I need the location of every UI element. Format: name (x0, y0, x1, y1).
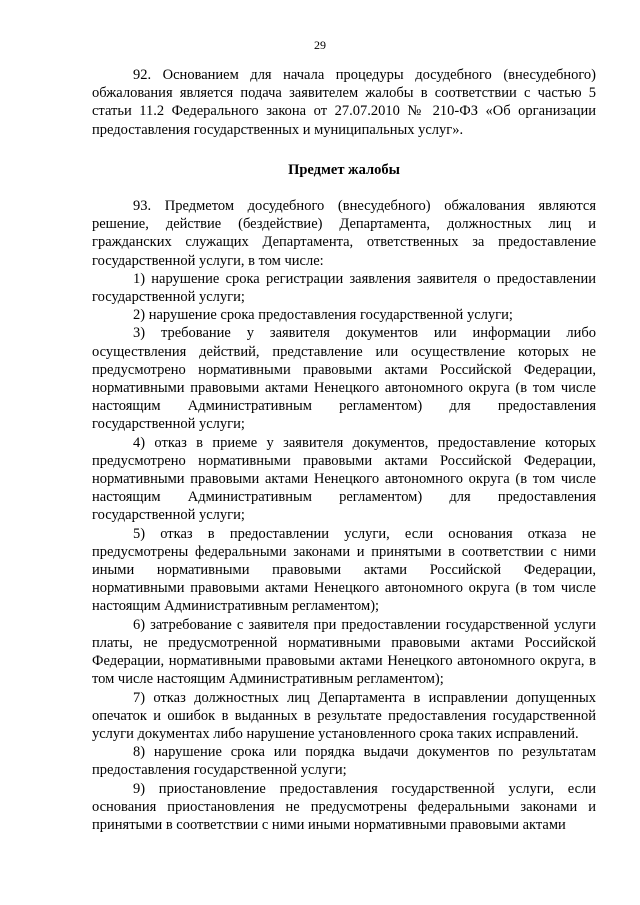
list-item-7: 7) отказ должностных лиц Департамента в исправлении допущенных опечаток и ошибок в выданных в результате предоставления государственной услуги документах либо нарушение установленного срока таких исправлений. (92, 689, 596, 742)
list-item-8: 8) нарушение срока или порядка выдачи документов по результатам предоставления государственной услуги; (92, 744, 596, 779)
page-number: 29 (314, 38, 326, 52)
list-item-5: 5) отказ в предоставлении услуги, если основания отказа не предусмотрены федеральными законами и принятыми в соответствии с ними иными нормативными правовыми актами Российской Федерации, нормативными правовыми актами Ненецкого автономного округа (в том числе настоящим Административным регламентом); (92, 525, 596, 615)
list-item-9: 9) приостановление предоставления государственной услуги, если основания приостановления не предусмотрены федеральными законами и принятыми в соответствии с ними иными нормативными правовыми актами (92, 780, 596, 833)
list-item-1: 1) нарушение срока регистрации заявления заявителя о предоставлении государственной услуги; (92, 270, 596, 306)
section-heading: Предмет жалобы (288, 161, 400, 178)
document-body (92, 66, 596, 834)
paragraph-93: 93. Предметом досудебного (внесудебного) обжалования являются решение, действие (бездействие) Департамента, должностных лиц и гражданских служащих Департамента, ответственных за предоставление государственной услуги, в том числе: (92, 198, 596, 269)
list-item-2: 2) нарушение срока предоставления государственной услуги; (133, 307, 513, 324)
paragraph-92: 92. Основанием для начала процедуры досудебного (внесудебного) обжалования является подача заявителем жалобы в соответствии с частью 5 статьи 11.2 Федерального закона от 27.07.2010 № 210-ФЗ «Об организации предоставления государственных и муниципальных услуг». (92, 67, 596, 138)
list-item-6: 6) затребование с заявителя при предоставлении государственной услуги платы, не предусмотренной нормативными правовыми актами Российской Федерации, нормативными правовыми актами Ненецкого автономного округа, в том числе настоящим Административным регламентом); (92, 616, 596, 688)
list-item-3: 3) требование у заявителя документов или информации либо осуществления действий, представление или осуществление которых не предусмотрено нормативными правовыми актами Российской Федерации, нормативными правовыми актами Ненецкого автономного округа (в том числе настоящим Административным регламентом) для предоставления государственной услуги; (92, 325, 596, 433)
list-item-4: 4) отказ в приеме у заявителя документов, предоставление которых предусмотрено нормативными правовыми актами Российской Федерации, нормативными правовыми актами Ненецкого автономного округа (в том числе настоящим Административным регламентом) для предоставления государственной услуги; (92, 434, 596, 524)
